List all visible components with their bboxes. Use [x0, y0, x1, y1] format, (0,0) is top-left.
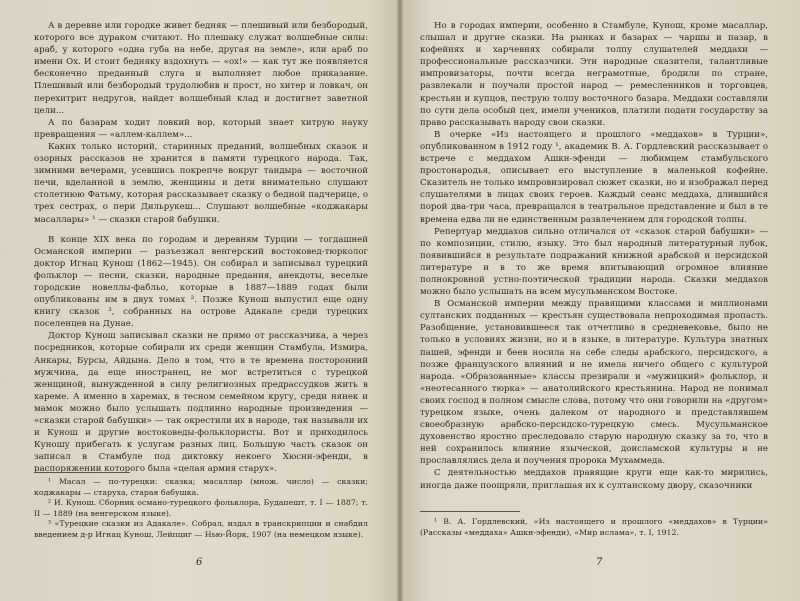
right-footnotes [420, 517, 768, 538]
right-page [400, 0, 800, 601]
paragraph: А по базарам ходит ловкий вор, который знает хитрую науку превращения — «аллем-каллем»... [34, 117, 368, 140]
footnote: ³ «Турецкие сказки из Адакале». Собрал, издал в транскрипции и снабдил введением д-р Игнац Кунош, Лейпциг — Нью-Йорк, 1907 (на немецком языке). [34, 519, 368, 539]
paragraph: Доктор Кунош записывал сказки не прямо от рассказчика, а через посредников, которые собирали их среди женщин Стамбула, Измира, Анкары, Бурсы, Айдына. Дело в том, что в те времена посторонний мужчина, да еще иностранец, не мог встретиться с турецкой женщиной, вынужденной в силу религиозных предрассудков жить в хареме. А именно в харемах, в тесном семейном кругу, среди нянек и мамок можно было услышать подлинно народные произведения — «сказки старой бабушки» — так окрестили их в народе, так называли их и Кунош и другие востоковеды-фольклористы. Вот и приходилось Куношу прибегать к услугам разных лиц. Большую часть сказок он записал в Стамбуле под диктовку некоего Хюсни-эфенди, в распоряжении которого была «целая армия старух». [34, 331, 368, 475]
paragraph: В конце XIX века по городам и деревням Турции — тогдашней Османской империи — разъезжал венгерский востоковед-тюрколог доктор Игнац Кунош (1862—1945). Он собирал и записывал турецкий фольклор — песни, сказки, народные предания, анекдоты, веселые городские новеллы-фабльо, которые в 1887—1889 годах были опубликованы им в двух томах ². Позже Кунош выпустил еще одну книгу сказок ³, собранных на острове Адакале среди турецких поселенцев на Дунае. [34, 234, 368, 330]
paragraph: В очерке «Из настоящего и прошлого «меддахов» в Турции», опубликованном в 1912 году ¹, академик В. А. Гордлевский рассказывает о встрече с меддахом Ашкн-эфенди — любимцем стамбульского простонародья, описывает его выступление в маленькой кофейне. Сказитель не только импровизировал сюжет сказки, но и изображал перед слушателями в лицах своих героев. Каждый сеанс меддаха, длившийся порой два-три часа, превращался в театральное представление и был в те времена едва ли не единственным развлечением для городской толпы. [420, 129, 768, 225]
book-gutter [397, 0, 403, 601]
paragraph: А в деревне или городке живет бедняк — плешивый или безбородый, которого все дураком считают. Но плешаку служат волшебные силы: араб, у которого «одна губа на небе, другая на земле», или араб по имени Ох. И стоит бедняку вздохнуть — «ох!» — как тут же появляется бесконечно преданный слуга и выполняет любое приказание. Плешивый или безбородый трудолюбив и прост, но хитер и ловкач, он перехитрит недругов, найдет волшебный клад и достигнет заветной цели... [34, 21, 368, 116]
left-page-body [34, 20, 368, 475]
right-page-body [420, 20, 768, 492]
footnote-rule [34, 472, 130, 473]
paragraph: Но в городах империи, особенно в Стамбуле, Кунош, кроме масаллар, слышал и другие сказки. На рынках и базарах — чаршы и пазар, в кофейнях и харчевнях собирали толпу слушателей меддахи — профессиональные рассказчики. Эти народные сказители, талантливые импровизаторы, почти всегда неграмотные, бродили по стране, развлекали и поучали простой народ — ремесленников и торговцев, крестьян и купцов, пеструю толпу восточного базара. Меддахи составляли по сути дела особый цех, имели учеников, платили подати государству за право рассказывать народу свои сказки. [420, 21, 768, 128]
paragraph: В Османской империи между правящими классами и миллионами султанских подданных — крестьян существовала непроходимая пропасть. Разобщение, установившееся так отчетливо в средневековье, было не только в условиях жизни, но и в языке, в литературе. Культура знатных пашей, эфенди и беев носила на себе следы арабского, персидского, а позже французского влияний и не имела ничего общего с культурой народа. «Образованные» классы презирали и «мужицкий» фольклор, и «неотесанного тюрка» — анатолийского крестьянина. Народ не понимал своих господ в полном смысле слова, потому что они говорили на «другом» турецком языке, очень далеком от народного и представлявшем своеобразную арабско-персидско-турецкую смесь. Мусульманское духовенство яростно преследовало старую народную сказку за то, что в ней сохранилось влияние языческой, доисламской культуры и не прославлялись дела и поучения пророка Мухаммеда. [420, 299, 768, 467]
footnote: ¹ Масал — по-турецки: сказка; масаллар (множ. число) — сказки; коджакары — старуха, старая бабушка. [34, 477, 368, 497]
left-footnotes [34, 477, 368, 541]
paragraph: Каких только историй, старинных преданий, волшебных сказок и озорных рассказов не хранится в памяти турецкого народа. Так, зимними вечерами, усевшись покрепче вокруг тандыра — восточной печи, вделанной в землю, женщины и дети внимательно слушают столетнюю Фатьму, которая рассказывает сказку о бедной падчерице, о трех сестрах, о пери Дильрукеш... Слушают волшебные «коджакары масаллары» ¹ — сказки старой бабушки. [34, 141, 368, 225]
page-number: 7 [596, 557, 603, 568]
paragraph: С деятельностью меддахов правящие круги еще как-то мирились, иногда даже поощряли, приглашая их к султанскому двору, сказочники [420, 468, 768, 491]
footnote-rule [420, 511, 520, 512]
footnote: ² И. Кунош. Сборник османо-турецкого фольклора, Будапешт, т. I — 1887; т. II — 1889 (на венгерском языке). [34, 498, 368, 518]
page-number: 6 [196, 557, 203, 568]
paragraph: Репертуар меддахов сильно отличался от «сказок старой бабушки» — по композиции, стилю, языку. Это был народный литературный лубок, появившийся в результате подражаний книжной арабской и персидской литературе и в то же время впитывающий огромное влияние полнокровной устно-поэтической традиции народа. Сказки меддахов можно было услышать на всем мусульманском Востоке. [420, 226, 768, 298]
footnote: ¹ В. А. Гордлевский, «Из настоящего и прошлого «меддахов» в Турции» (Рассказы «меддаха» Ашкн-эфенди), «Мир ислама», т. I, 1912. [420, 517, 768, 537]
